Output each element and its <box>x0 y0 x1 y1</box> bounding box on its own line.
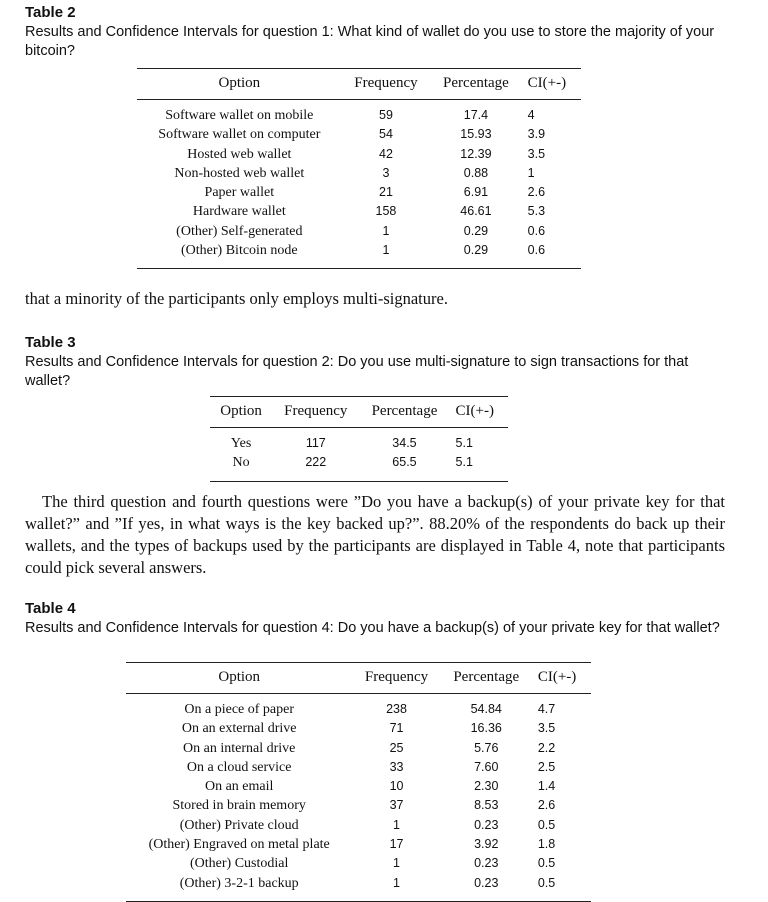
table-cell: On an internal drive <box>183 740 296 756</box>
table-row <box>137 202 581 221</box>
column-header: CI(+-) <box>532 663 591 694</box>
column-header: Frequency <box>342 69 431 100</box>
table-cell: 1 <box>342 241 431 269</box>
table-cell: 158 <box>375 204 397 219</box>
table-row <box>126 874 591 902</box>
table-cell: Hardware wallet <box>192 204 286 220</box>
table-cell: 5.76 <box>474 740 499 755</box>
table-header-row <box>126 663 591 694</box>
table-cell: On an email <box>204 779 274 795</box>
table-cell: On a piece of paper <box>184 702 294 717</box>
table-cell: 34.5 <box>392 436 417 450</box>
table-cell: On a cloud service <box>186 759 292 775</box>
table-row <box>137 183 581 202</box>
table-cell: 33 <box>389 759 404 774</box>
table-cell: 25 <box>389 740 404 755</box>
table-cell: 222 <box>272 453 359 481</box>
table-cell: Software wallet on computer <box>158 127 321 143</box>
table-cell: 2.30 <box>474 779 499 794</box>
table-cell: Software wallet on mobile <box>165 108 314 123</box>
column-header: CI(+-) <box>450 397 508 428</box>
table-cell: 0.5 <box>537 856 556 871</box>
table-cell: 1.4 <box>537 779 556 794</box>
table-cell: Yes <box>230 436 252 451</box>
table-row <box>126 854 591 873</box>
table-cell: 65.5 <box>359 453 449 481</box>
column-header: Option <box>137 69 342 100</box>
table-row <box>210 428 508 454</box>
table-row <box>126 777 591 796</box>
table-cell: 3 <box>382 165 390 180</box>
table-cell: 4.7 <box>537 702 556 716</box>
table-cell: 71 <box>389 721 404 736</box>
column-header: Frequency <box>352 663 440 694</box>
table-cell: Stored in brain memory <box>172 798 306 814</box>
table-cell: 0.5 <box>532 874 591 902</box>
table-cell: 0.6 <box>527 223 546 238</box>
table4-label: Table 4 <box>25 600 76 617</box>
table-cell: 1 <box>393 817 400 832</box>
table2-caption: Results and Confidence Intervals for question 1: What kind of wallet do you use to store the majority of your bitcoin? <box>25 24 715 59</box>
table-cell: 5.1 <box>455 436 473 450</box>
column-header: Percentage <box>441 663 532 694</box>
paragraph-multisig: that a minority of the participants only employs multi-signature. <box>25 289 448 308</box>
table-row <box>126 758 591 777</box>
table-row <box>137 145 581 164</box>
table-cell: 17.4 <box>463 108 489 122</box>
table-cell: 3.5 <box>537 721 556 736</box>
table-cell: 3.9 <box>527 127 546 142</box>
table-cell: 117 <box>305 436 326 450</box>
table-cell: 15.93 <box>460 127 492 142</box>
table-cell: 1 <box>393 856 400 871</box>
table-cell: 17 <box>389 837 404 852</box>
table-cell: 59 <box>379 108 393 122</box>
table4-caption: Results and Confidence Intervals for question 4: Do you have a backup(s) of your private key for that wallet? <box>25 620 720 636</box>
table-cell: 1 <box>382 223 390 238</box>
paragraph-backups: The third question and fourth questions were ”Do you have a backup(s) of your private key for that wallet?” and ”If yes, in what ways is the key backed up?”. 88.20% of the respondents do back up their wallets, and the types of backups used by the participants are displayed in Table 4, note that participants could pick several answers. <box>25 492 725 577</box>
table3 <box>210 396 508 482</box>
table-cell: 54.84 <box>470 702 502 716</box>
table-cell: 54 <box>379 127 393 142</box>
table-row <box>137 222 581 241</box>
table-row <box>126 719 591 738</box>
table-cell: (Other) Custodial <box>190 856 289 872</box>
table-cell: 0.29 <box>463 223 489 238</box>
table-cell: 8.53 <box>474 798 499 813</box>
table-header-row <box>137 69 581 100</box>
table-cell: 5.3 <box>527 204 546 219</box>
table-cell: 7.60 <box>474 759 499 774</box>
column-header: Frequency <box>272 397 359 428</box>
table-cell: 16.36 <box>470 721 502 736</box>
table-cell: 4 <box>527 108 535 122</box>
table-cell: 1 <box>352 874 440 902</box>
table-row <box>126 835 591 854</box>
table-cell: 0.6 <box>522 241 581 269</box>
table-cell: 0.23 <box>474 817 499 832</box>
table-cell: 1.8 <box>537 837 556 852</box>
table-cell: 2.6 <box>537 798 556 813</box>
table-row <box>126 739 591 758</box>
column-header: Percentage <box>359 397 449 428</box>
table4 <box>126 662 591 902</box>
table2-label: Table 2 <box>25 4 76 21</box>
column-header: Option <box>210 397 272 428</box>
table-cell: 37 <box>389 798 404 813</box>
table-row <box>126 816 591 835</box>
table-cell: (Other) Private cloud <box>179 817 299 833</box>
table-cell: 2.5 <box>537 759 556 774</box>
table-cell: 5.1 <box>450 453 508 481</box>
table-cell: 2.6 <box>527 185 546 200</box>
table-cell: Paper wallet <box>204 185 275 201</box>
column-header: Percentage <box>430 69 521 100</box>
table-row <box>210 453 508 481</box>
table-cell: (Other) 3-2-1 backup <box>126 874 352 902</box>
table-cell: No <box>210 453 272 481</box>
table-cell: Hosted web wallet <box>187 146 292 162</box>
table-row <box>137 241 581 269</box>
table-cell: 0.88 <box>463 165 489 180</box>
table-row <box>126 796 591 815</box>
table-cell: 3.5 <box>527 146 546 161</box>
table-cell: 1 <box>527 165 535 180</box>
column-header: CI(+-) <box>522 69 581 100</box>
table-cell: 2.2 <box>537 740 556 755</box>
table-row <box>126 694 591 720</box>
table-cell: 46.61 <box>460 204 492 219</box>
table-cell: (Other) Self-generated <box>176 223 303 239</box>
table-cell: 12.39 <box>460 146 492 161</box>
table-cell: 42 <box>379 146 393 161</box>
table-cell: 0.23 <box>474 856 499 871</box>
table-cell: 3.92 <box>474 837 499 852</box>
table3-caption: Results and Confidence Intervals for question 2: Do you use multi-signature to sign transactions for that wallet? <box>25 354 689 389</box>
table-row <box>137 164 581 183</box>
table-cell: 0.29 <box>430 241 521 269</box>
table-cell: 6.91 <box>463 185 489 200</box>
table-header-row <box>210 397 508 428</box>
table-cell: (Other) Engraved on metal plate <box>148 837 330 853</box>
table-cell: (Other) Bitcoin node <box>137 241 342 269</box>
column-header: Option <box>126 663 352 694</box>
table-cell: 238 <box>386 702 407 716</box>
table2 <box>137 68 581 269</box>
table-cell: 0.23 <box>441 874 532 902</box>
table-cell: 0.5 <box>537 817 556 832</box>
table-cell: 21 <box>379 185 393 200</box>
table-cell: Non-hosted web wallet <box>174 165 305 181</box>
table-row <box>137 125 581 144</box>
table3-label: Table 3 <box>25 334 76 351</box>
table-cell: On an external drive <box>181 721 297 737</box>
table-row <box>137 100 581 126</box>
table-cell: 10 <box>389 779 404 794</box>
